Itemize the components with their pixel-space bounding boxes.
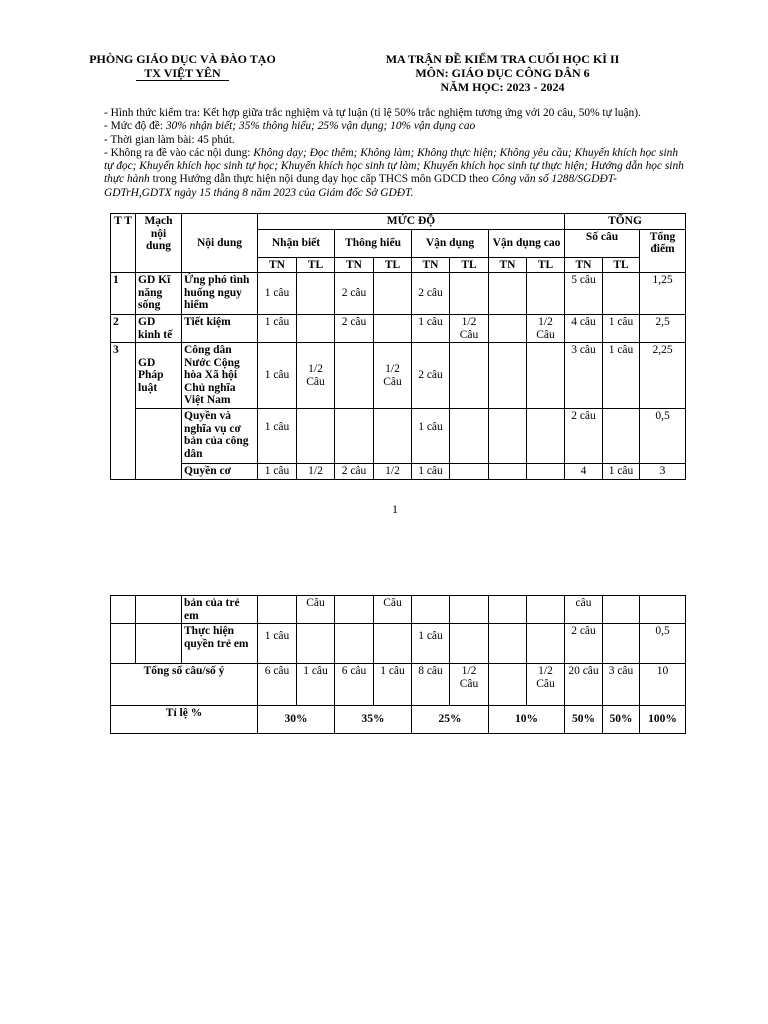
- table-row: bản của trẻ em Câu Câu câu: [111, 596, 686, 624]
- header-question-count: Số câu: [565, 229, 640, 257]
- header-tl: TL: [450, 257, 489, 273]
- header-high-application: Vận dụng cao: [489, 229, 565, 257]
- table-row: Quyền và nghĩa vụ cơ bản của công dân 1 câu 1 câu 2 câu 0,5: [111, 409, 686, 464]
- header-tn: TN: [335, 257, 374, 273]
- header-recognition: Nhận biết: [258, 229, 335, 257]
- header-content: Nội dung: [182, 214, 258, 273]
- header-tn: TN: [489, 257, 527, 273]
- table-row: Quyền cơ 1 câu 1/2 2 câu 1/2 1 câu 4 1 câu 3: [111, 464, 686, 480]
- ratio-label: Tỉ lệ %: [111, 706, 258, 734]
- page-number: 1: [392, 502, 398, 516]
- header-tn: TN: [565, 257, 603, 273]
- note-duration: - Thời gian làm bài: 45 phút.: [104, 133, 235, 146]
- header-content-strand: Mạch nội dung: [136, 214, 182, 273]
- header-level: MỨC ĐỘ: [258, 214, 565, 230]
- exam-matrix-table-part1: [110, 213, 686, 480]
- exam-notes: [104, 107, 684, 200]
- subject-line: MÔN: GIÁO DỤC CÔNG DÂN 6: [415, 66, 590, 80]
- header-tn: TN: [412, 257, 450, 273]
- ratio-row: Tỉ lệ % 30% 35% 25% 10% 50% 50% 100%: [111, 706, 686, 734]
- header-tl: TL: [297, 257, 335, 273]
- header-tn: TN: [258, 257, 297, 273]
- school-year-line: NĂM HỌC: 2023 - 2024: [440, 80, 565, 94]
- note-exclusions: - Không ra đề vào các nội dung: Không dạy; Đọc thêm; Không làm; Không thực hiện; Không yêu cầu; Khuyến khích học sinh tự đọc; Khuyến khích học sinh tự học; Khuyến khích học sinh tự làm; Khuyến khích học sinh tự thực hiện; Hướng dẫn học sinh thực hành trong Hướng dẫn thực hiện nội dung dạy học cấp THCS môn GDCD theo Công văn số 1288/SGDĐT-GDTrH,GDTX ngày 15 tháng 8 năm 2023 của Giám đốc Sở GDĐT.: [104, 146, 684, 199]
- table-row: Thực hiện quyền trẻ em 1 câu 1 câu 2 câu 0,5: [111, 624, 686, 664]
- total-label: Tổng số câu/số ý: [111, 664, 258, 706]
- table-row: 3 GD Pháp luật Công dân Nước Cộng hòa Xã hội Chủ nghĩa Việt Nam 1 câu 1/2 Câu 1/2 Câu 2 câu 3 câu 1 câu 2,25: [111, 343, 686, 409]
- header-tt: T T: [111, 214, 136, 273]
- total-row: Tổng số câu/số ý 6 câu 1 câu 6 câu 1 câu 8 câu 1/2 Câu 1/2 Câu 20 câu 3 câu 10: [111, 664, 686, 706]
- department-name: PHÒNG GIÁO DỤC VÀ ĐÀO TẠO: [89, 52, 276, 66]
- document-title-block: [360, 52, 645, 94]
- department-header: [80, 52, 285, 81]
- district-name: TX VIỆT YÊN: [136, 66, 228, 81]
- exam-matrix-table-part2: [110, 595, 686, 734]
- note-format: - Hình thức kiểm tra: Kết hợp giữa trắc nghiệm và tự luận (tỉ lệ 50% trắc nghiệm tương ứng với 20 câu, 50% tự luận).: [104, 107, 641, 119]
- header-total-score: Tổng điểm: [640, 229, 686, 273]
- document-title: MA TRẬN ĐỀ KIỂM TRA CUỐI HỌC KÌ II: [385, 52, 620, 66]
- header-tl: TL: [374, 257, 412, 273]
- header-total: TỔNG: [565, 214, 686, 230]
- table-row: 1 GD Kĩ năng sống Ứng phó tình huống nguy hiểm 1 câu 2 câu 2 câu 5 câu 1,25: [111, 273, 686, 315]
- header-understanding: Thông hiểu: [335, 229, 412, 257]
- header-application: Vận dụng: [412, 229, 489, 257]
- note-difficulty: - Mức độ đề: 30% nhận biết; 35% thông hiểu; 25% vận dụng; 10% vận dụng cao: [104, 120, 476, 133]
- header-tl: TL: [527, 257, 565, 273]
- table-row: 2 GD kinh tế Tiết kiệm 1 câu 2 câu 1 câu 1/2 Câu 1/2 Câu 4 câu 1 câu 2,5: [111, 315, 686, 343]
- header-tl: TL: [603, 257, 640, 273]
